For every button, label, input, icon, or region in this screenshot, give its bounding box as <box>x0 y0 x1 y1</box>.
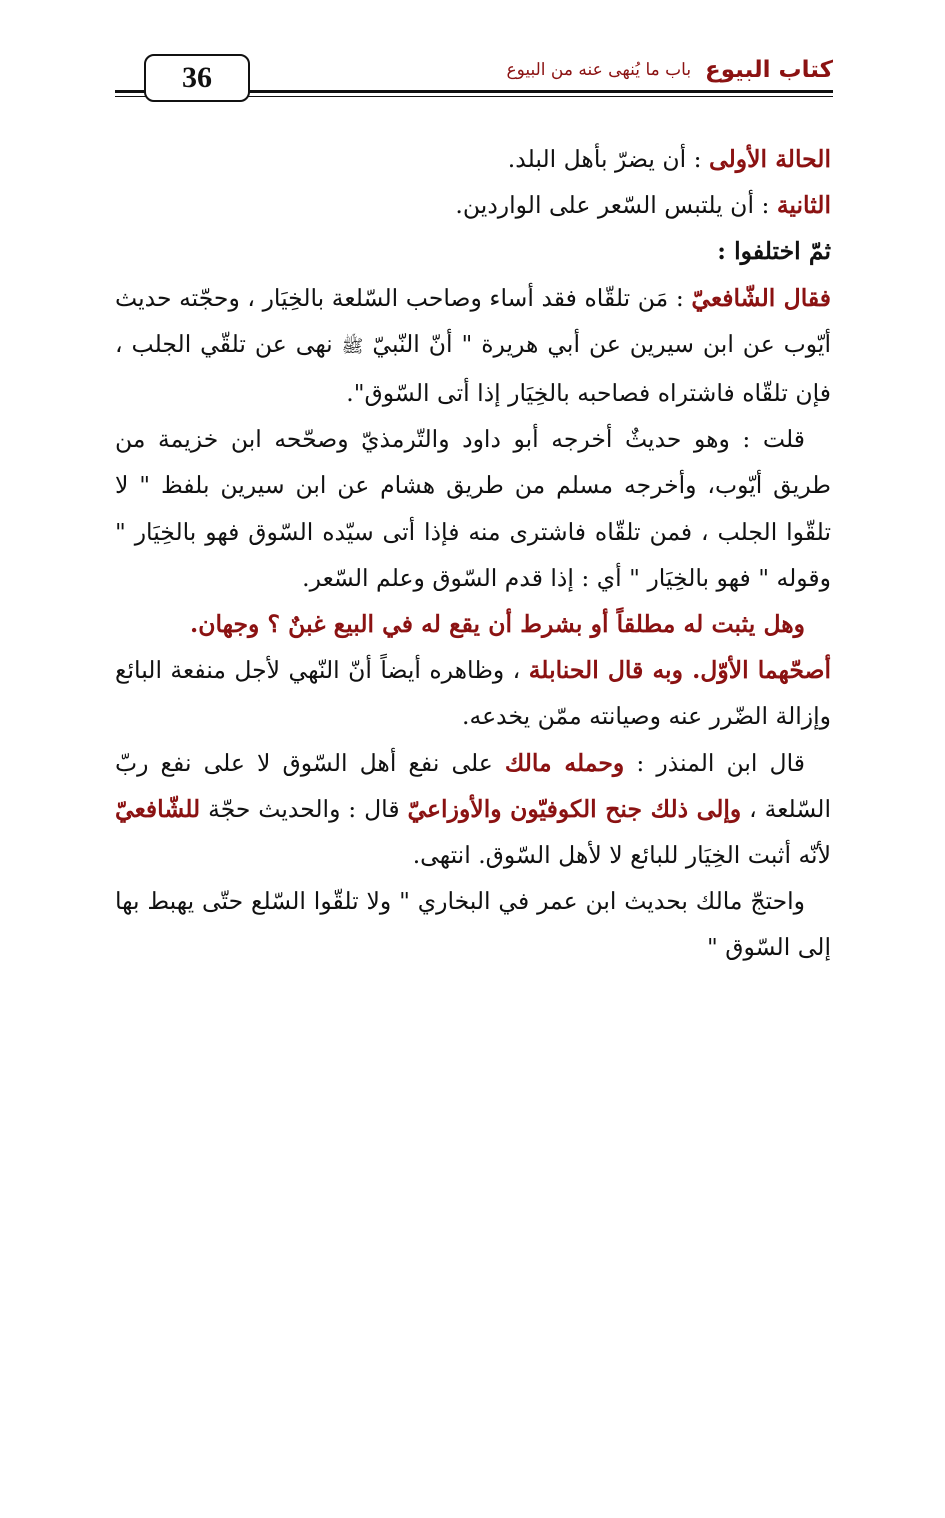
page-body <box>115 136 831 971</box>
paragraph <box>115 182 831 228</box>
paragraph <box>115 136 831 182</box>
highlighted-term: وحمله مالك <box>504 748 625 777</box>
body-text: نهى عن تلقّي الجلب ، فإن تلقّاه فاشتراه فصاحبه بالخِيَار إذا أتى السّوق". <box>115 329 831 408</box>
paragraph <box>115 228 831 274</box>
body-text: لأنّه أثبت الخِيَار للبائع لا لأهل السّوق. انتهى. <box>412 841 831 870</box>
page-number-box <box>144 54 250 102</box>
highlighted-term: وإلى ذلك جنح الكوفيّون والأوزاعيّ <box>407 794 742 823</box>
paragraph <box>115 416 831 601</box>
highlighted-term: وهل يثبت له مطلقاً أو بشرط أن يقع له في البيع غبنٌ ؟ وجهان. <box>190 610 805 639</box>
body-text: قال ابن المنذر : <box>624 748 805 777</box>
paragraph <box>115 275 831 417</box>
body-text: واحتجّ مالك بحديث ابن عمر في البخاري " ولا تلقّوا السّلع حتّى يهبط بها إلى السّوق " <box>115 887 831 962</box>
chapter-title: باب ما يُنهى عنه من البيوع <box>506 60 692 80</box>
page-number: 36 <box>182 61 212 94</box>
highlighted-term: أصحّهما الأوّل. وبه قال الحنابلة <box>528 656 831 685</box>
body-text: : أن يلتبس السّعر على الواردين. <box>455 191 777 220</box>
highlighted-term: للشّافعيّ <box>115 794 201 823</box>
honorific-symbol: ﷺ <box>341 335 364 357</box>
body-text: : أن يضرّ بأهل البلد. <box>507 145 709 173</box>
body-text: قال : والحديث حجّة <box>200 794 408 823</box>
paragraph <box>115 601 831 647</box>
paragraph <box>115 878 831 970</box>
body-text: : مَن تلقّاه فقد أساء وصاحب السّلعة بالخِيَار ، وحجّته حديث أيّوب عن ابن سيرين عن أبي هريرة " أنّ النّبيّ <box>115 283 831 358</box>
body-text: قلت : وهو حديثٌ أخرجه أبو داود والتّرمذيّ وصحّحه ابن خزيمة من طريق أيّوب، وأخرجه مسلم من طريق هشام عن ابن سيرين بلفظ " لا تلقّوا الجلب ، فمن تلقّاه فاشترى منه فإذا أتى سيّده السّوق فهو بالخِيَار " وقوله " فهو بالخِيَار " أي : إذا قدم السّوق وعلم السّعر. <box>115 425 831 592</box>
paragraph <box>115 740 831 879</box>
highlighted-term: الحالة الأولى <box>709 145 831 173</box>
highlighted-term: فقال الشّافعيّ <box>691 283 831 312</box>
running-head <box>498 52 833 88</box>
highlighted-term: الثانية <box>776 191 831 220</box>
body-text: على نفع أهل السّوق لا على نفع ربّ السّلعة ، <box>115 748 831 823</box>
bold-text: ثمّ اختلفوا : <box>717 237 831 266</box>
book-title: كتاب البيوع <box>705 57 833 83</box>
page-header <box>115 52 833 102</box>
body-text: ، وظاهره أيضاً أنّ النّهي لأجل منفعة البائع وإزالة الضّرر عنه وصيانته ممّن يخدعه. <box>115 656 831 731</box>
paragraph <box>115 647 831 739</box>
